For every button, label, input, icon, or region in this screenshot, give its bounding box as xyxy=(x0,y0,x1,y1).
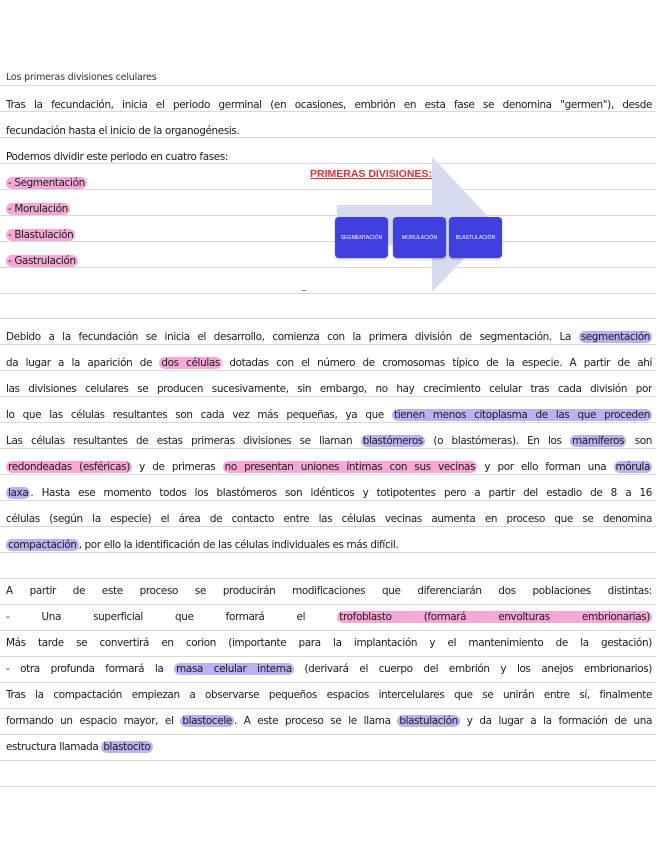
highlighted-term: laxa xyxy=(8,487,29,499)
highlighted-term: tienen menos citoplasma de las que proceden xyxy=(394,409,651,421)
text-segment: Tras la compactación empiezan a observarse pequeños espacios intercelulares que se unirán entre sí, finalmente xyxy=(6,689,652,701)
box-morulacion: MORULACIÓN xyxy=(393,217,446,258)
text-line xyxy=(6,408,652,422)
highlighted-term: redondeadas (esféricas) xyxy=(8,461,130,473)
text-segment: son xyxy=(626,435,652,447)
ruled-line xyxy=(0,760,656,761)
text-segment: lo que las células resultantes son cada vez más pequeñas, ya que xyxy=(6,409,392,421)
text-segment: y de primeras xyxy=(131,461,223,473)
ruled-line xyxy=(0,396,656,397)
text-line xyxy=(6,538,652,552)
text-segment: y da lugar a la formación de una xyxy=(459,715,652,727)
text-line xyxy=(6,740,652,754)
text-line xyxy=(6,662,652,676)
ruled-line xyxy=(0,474,656,475)
phase-gastrulacion: - Gastrulación xyxy=(8,255,76,267)
ruled-line xyxy=(0,552,656,553)
ruled-line xyxy=(0,370,656,371)
ruled-line xyxy=(0,786,656,787)
divisions-diagram xyxy=(304,157,526,292)
ruled-line xyxy=(0,85,656,86)
highlighted-term: masa celular interna xyxy=(176,663,292,675)
ruled-line xyxy=(0,448,656,449)
text-segment: (o blastómeras). En los xyxy=(424,435,571,447)
text-segment: da lugar a la aparición de xyxy=(6,357,160,369)
phase-segmentacion: - Segmentación xyxy=(8,177,85,189)
text-segment: células (según la especie) el área de contacto entre las células vecinas aumenta en proceso que se denomina xyxy=(6,513,652,525)
text-line xyxy=(6,382,652,396)
text-line xyxy=(6,584,652,598)
ruled-line xyxy=(0,422,656,423)
intro-line-2: fecundación hasta el inicio de la organogénesis. xyxy=(6,125,240,137)
ruled-line xyxy=(0,293,656,294)
phase-blastulacion: - Blastulación xyxy=(8,229,74,241)
highlighted-term: blastocito xyxy=(103,741,151,753)
text-line xyxy=(6,688,652,702)
text-segment: . Hasta ese momento todos los blastómeros son idénticos y totipotentes pero a partir del estadio de 8 a 16 xyxy=(30,487,652,499)
phase-morulacion: - Morulación xyxy=(8,203,68,215)
intro-line-3: Podemos dividir este periodo en cuatro fases: xyxy=(6,151,229,163)
highlighted-term: blastómeros xyxy=(362,435,423,447)
text-segment: Las células resultantes de estas primeras divisiones se llaman xyxy=(6,435,361,447)
text-segment: las divisiones celulares se producen sucesivamente, sin embargo, no hay crecimiento celular tras cada división por xyxy=(6,383,652,395)
highlighted-term: no presentan uniones íntimas con sus vecinas xyxy=(224,461,476,473)
intro-line-1: Tras la fecundación, inicia el periodo germinal (en ocasiones, embrión en esta fase se denomina "germen"), desde xyxy=(6,99,652,111)
ruled-line xyxy=(0,526,656,527)
text-segment: - otra profunda formará la xyxy=(6,663,175,675)
text-line xyxy=(6,434,652,448)
text-segment: Más tarde se convertirá en corion (importante para la implantación y el mantenimiento de la gestación) xyxy=(6,637,652,649)
text-segment: formando un espacio mayor, el xyxy=(6,715,181,727)
text-segment: (derivará el cuerpo del embrión y los anejos embrionarios) xyxy=(293,663,652,675)
ruled-line xyxy=(0,682,656,683)
text-line xyxy=(6,636,652,650)
text-line xyxy=(6,610,652,624)
highlighted-term: compactación xyxy=(8,539,77,551)
ruled-line xyxy=(0,708,656,709)
text-segment: A partir de este proceso se producirán modificaciones que diferenciarán dos poblaciones distintas: xyxy=(6,585,652,597)
text-segment: Debido a la fecundación se inicia el desarrollo, comienza con la primera división de segmentación. La xyxy=(6,331,579,343)
ruled-line xyxy=(0,500,656,501)
text-segment: estructura llamada xyxy=(6,741,102,753)
text-line xyxy=(6,330,652,344)
ruled-line xyxy=(0,734,656,735)
diagram-title: PRIMERAS DIVISIONES: xyxy=(310,168,432,180)
text-line xyxy=(6,460,652,474)
highlighted-term: blastulación xyxy=(399,715,458,727)
note-title: Los primeras divisiones celulares xyxy=(6,72,157,83)
ruled-line xyxy=(0,656,656,657)
ruled-line xyxy=(0,318,656,319)
box-blastulacion: BLASTULACIÓN xyxy=(449,217,502,258)
highlighted-term: segmentación xyxy=(580,331,650,343)
ruled-line xyxy=(0,630,656,631)
highlighted-term: mamíferos xyxy=(572,435,625,447)
ruled-line xyxy=(0,604,656,605)
text-line xyxy=(6,512,652,526)
text-line xyxy=(6,486,652,500)
text-segment: - Una superficial que formará el xyxy=(6,611,338,623)
text-segment: . A este proceso se le llama xyxy=(233,715,398,727)
highlighted-term: dos células xyxy=(161,357,220,369)
highlighted-term: trofoblasto (formará envolturas embrionarias) xyxy=(339,611,650,623)
box-segmentacion: SEGMENTACIÓN xyxy=(335,217,388,258)
text-segment: y por ello forman una xyxy=(477,461,614,473)
text-segment: dotadas con el número de cromosomas típico de la especie. A partir de ahí xyxy=(221,357,652,369)
text-line xyxy=(6,356,652,370)
text-line xyxy=(6,714,652,728)
ruled-line xyxy=(0,578,656,579)
text-segment: , por ello la identificación de las células individuales es más difícil. xyxy=(78,539,399,551)
stray-mark xyxy=(302,290,306,291)
highlighted-term: mórula xyxy=(615,461,650,473)
ruled-line xyxy=(0,344,656,345)
highlighted-term: blastocele xyxy=(182,715,232,727)
